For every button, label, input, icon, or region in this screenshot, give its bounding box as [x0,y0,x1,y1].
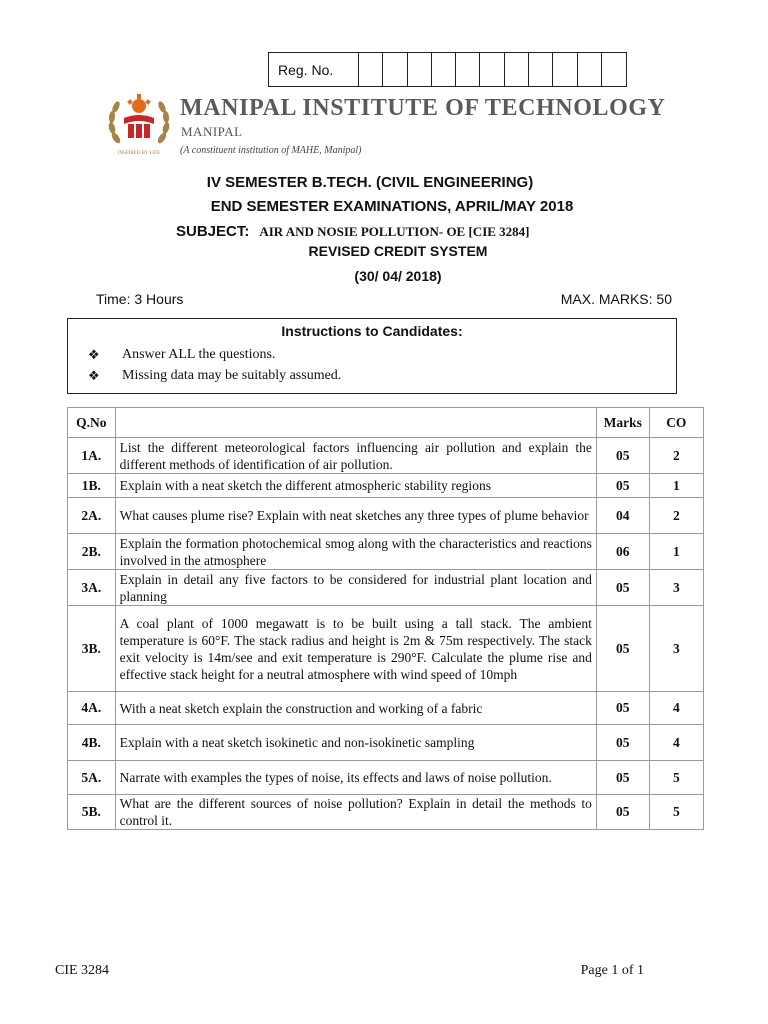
reg-no-cell [602,53,626,86]
question-number: 1A. [68,438,116,474]
reg-no-cell [480,53,504,86]
reg-no-cell [383,53,407,86]
reg-no-cell [553,53,577,86]
table-row [68,606,704,692]
instruction-text: Answer ALL the questions. [122,347,276,362]
question-marks: 05 [596,570,649,606]
institution-logo [104,88,174,160]
logo-motto: INSPIRED BY LIFE [117,151,161,156]
header-qno: Q.No [68,408,116,438]
table-row [68,498,704,534]
header-question [115,408,596,438]
reg-no-cell [456,53,480,86]
credit-system: REVISED CREDIT SYSTEM [308,243,488,259]
institution-subtitle: (A constituent institution of MAHE, Manipal) [180,145,362,156]
institution-name: MANIPAL INSTITUTE OF TECHNOLOGY [180,95,666,121]
header-co: CO [649,408,703,438]
reg-no-box [268,52,627,87]
reg-no-label: Reg. No. [269,53,359,86]
table-row [68,534,704,570]
exam-title: END SEMESTER EXAMINATIONS, APRIL/MAY 2018 [210,198,574,215]
question-text: Explain in detail any five factors to be considered for industrial plant location and planning [115,570,596,606]
question-text: Explain with a neat sketch the different atmospheric stability regions [115,474,596,498]
question-text: Explain with a neat sketch isokinetic and non-isokinetic sampling [115,725,596,761]
question-marks: 05 [596,761,649,795]
semester-title: IV SEMESTER B.TECH. (CIVIL ENGINEERING) [206,174,534,191]
table-row [68,438,704,474]
footer-course-code: CIE 3284 [55,963,110,978]
question-co: 3 [649,606,703,692]
table-row [68,692,704,725]
diamond-bullet-icon: ❖ [88,368,100,383]
question-co: 4 [649,692,703,725]
question-marks: 05 [596,474,649,498]
reg-no-cell [359,53,383,86]
question-co: 5 [649,795,703,830]
table-row [68,795,704,830]
subject-line [176,223,530,241]
question-text: With a neat sketch explain the construction and working of a fabric [115,692,596,725]
instruction-item [88,368,341,384]
institution-city: MANIPAL [181,124,243,139]
reg-no-cell [408,53,432,86]
question-marks: 05 [596,725,649,761]
question-number: 4A. [68,692,116,725]
question-marks: 06 [596,534,649,570]
diamond-bullet-icon: ❖ [88,347,100,362]
table-row [68,725,704,761]
question-number: 1B. [68,474,116,498]
header-marks: Marks [596,408,649,438]
question-marks: 04 [596,498,649,534]
reg-no-cell [432,53,456,86]
question-co: 2 [649,498,703,534]
question-number: 4B. [68,725,116,761]
subject-label: SUBJECT: [176,223,250,240]
instruction-text: Missing data may be suitably assumed. [122,368,342,383]
questions-table [67,407,704,830]
question-number: 5A. [68,761,116,795]
question-marks: 05 [596,692,649,725]
question-co: 1 [649,534,703,570]
question-text: List the different meteorological factors influencing air pollution and explain the different methods of identification of air pollution. [115,438,596,474]
question-text: A coal plant of 1000 megawatt is to be built using a tall stack. The ambient temperature is 60°F. The stack radius and height is 2m & 75m respectively. The stack exit velocity is 14m/see and exit temperature is 290°F. Calculate the plume rise and effective stack height for a neutral atmosphere with wind speed of 10mph [115,606,596,692]
question-number: 2B. [68,534,116,570]
question-co: 4 [649,725,703,761]
reg-no-cell [505,53,529,86]
max-marks: MAX. MARKS: 50 [560,291,672,307]
question-number: 5B. [68,795,116,830]
exam-date: (30/ 04/ 2018) [354,268,442,284]
question-co: 3 [649,570,703,606]
table-row [68,474,704,498]
question-text: What are the different sources of noise pollution? Explain in detail the methods to control it. [115,795,596,830]
reg-no-cell [578,53,602,86]
table-row [68,761,704,795]
footer-page-number: Page 1 of 1 [580,963,644,978]
question-co: 1 [649,474,703,498]
question-number: 3A. [68,570,116,606]
reg-no-cell [529,53,553,86]
question-number: 2A. [68,498,116,534]
question-text: What causes plume rise? Explain with neat sketches any three types of plume behavior [115,498,596,534]
exam-duration: Time: 3 Hours [96,291,184,307]
question-number: 3B. [68,606,116,692]
instructions-title: Instructions to Candidates: [281,323,463,339]
question-text: Narrate with examples the types of noise, its effects and laws of noise pollution. [115,761,596,795]
instructions-box [67,318,677,394]
question-marks: 05 [596,606,649,692]
subject-value: AIR AND NOSIE POLLUTION- OE [CIE 3284] [259,224,530,239]
question-co: 5 [649,761,703,795]
question-co: 2 [649,438,703,474]
question-marks: 05 [596,795,649,830]
question-text: Explain the formation photochemical smog along with the characteristics and reactions involved in the atmosphere [115,534,596,570]
table-header-row [68,408,704,438]
instruction-item [88,347,275,363]
table-row [68,570,704,606]
question-marks: 05 [596,438,649,474]
